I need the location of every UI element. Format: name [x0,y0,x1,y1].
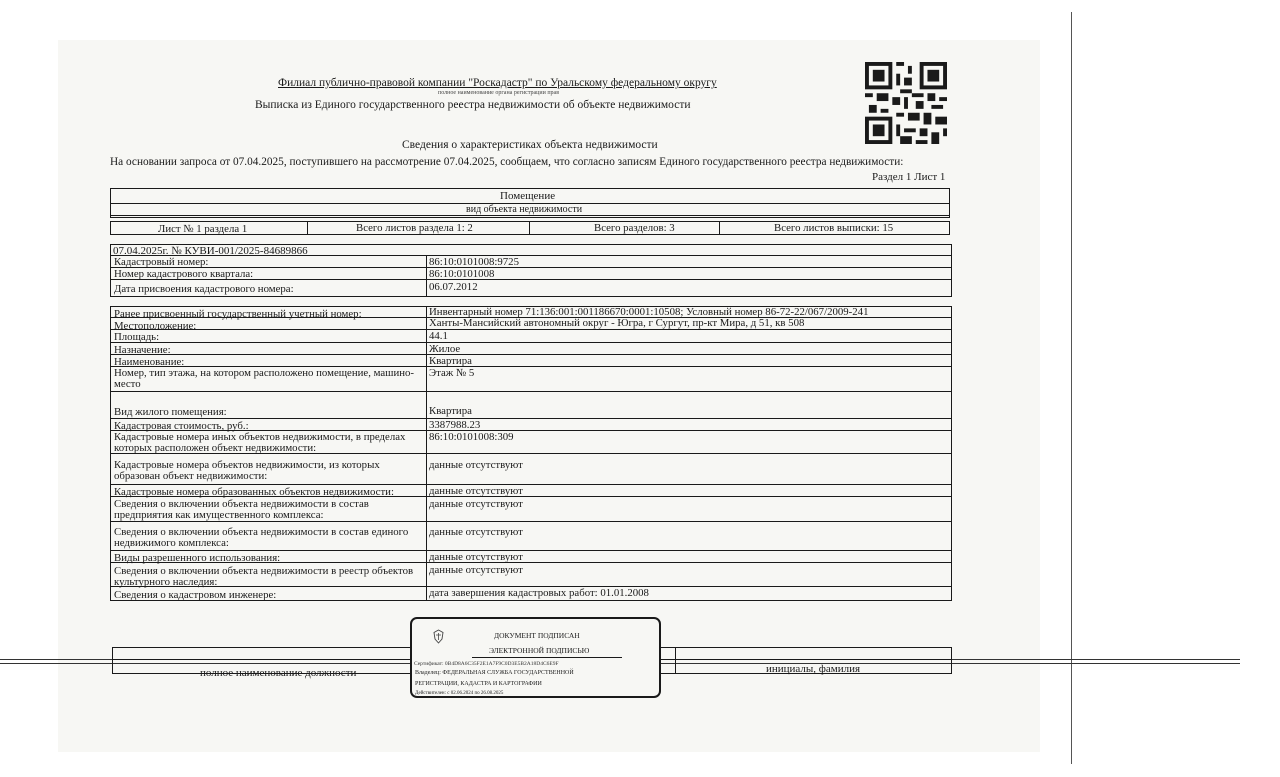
area-value: 44.1 [429,330,448,342]
table-row: Номер кадастрового квартала: 86:10:0101008 [110,268,952,280]
sections-count: Всего разделов: 3 [594,222,675,234]
signature-position-label: полное наименование должности [200,667,357,679]
table-row: Сведения о включении объекта недвижимости в состав предприятия как имущественного комплекса: данные отсутствуют [110,497,952,522]
page-edge-line [1071,12,1072,764]
stamp-validity: Действителен: с 02.06.2024 по 26.08.2025 [415,691,504,696]
qr-code-icon [864,62,948,144]
table-row: Сведения о включении объекта недвижимости в состав единого недвижимого комплекса: данные отсутствуют [110,522,952,551]
cadastral-value: 3387988.23 [429,419,481,431]
table-row: Назначение: Жилое [110,343,952,355]
table-row: Наименование: Квартира [110,355,952,367]
record-date-number: 07.04.2025г. № КУВИ-001/2025-84689866 [113,245,308,257]
agency-caption: полное наименование органа регистрации прав [438,90,560,96]
table-row: Площадь: 44.1 [110,330,952,343]
table-row: Кадастровые номера иных объектов недвижимости, в пределах которых расположен объект недвижимости: 86:10:0101008:309 [110,431,952,454]
document-title: Выписка из Единого государственного реестра недвижимости об объекте недвижимости [255,99,691,111]
record-header-row [110,244,952,256]
cadastral-number: 86:10:0101008:9725 [429,256,519,268]
request-text: На основании запроса от 07.04.2025, поступившего на рассмотрение 07.04.2025, сообщаем, что согласно записям Единого государственного реестра недвижимости: [110,156,904,168]
table-row: Кадастровые номера образованных объектов недвижимости: данные отсутствуют [110,485,952,497]
electronic-signature-stamp [410,617,661,698]
sheet-number: Лист № 1 раздела 1 [158,223,248,235]
table-row: Вид жилого помещения: Квартира [110,392,952,419]
table-row: Сведения о включении объекта недвижимости в реестр объектов культурного наследия: данные отсутствуют [110,563,952,587]
table-row: Местоположение: Ханты-Мансийский автономный округ - Югра, г Сургут, пр-кт Мира, д 51, кв 508 [110,318,952,330]
location-value: Ханты-Мансийский автономный округ - Югра, г Сургут, пр-кт Мира, д 51, кв 508 [429,317,805,329]
table-row: Кадастровые номера объектов недвижимости, из которых образован объект недвижимости: данные отсутствуют [110,454,952,485]
table-row: Кадастровый номер: 86:10:0101008:9725 [110,256,952,268]
stamp-owner: Владелец: ФЕДЕРАЛЬНАЯ СЛУЖБА ГОСУДАРСТВЕННОЙ [415,670,574,676]
stamp-line-2: ЭЛЕКТРОННОЙ ПОДПИСЬЮ [489,646,590,655]
table-row: Сведения о кадастровом инженере: дата завершения кадастровых работ: 01.01.2008 [110,587,952,601]
stamp-owner-cont: РЕГИСТРАЦИИ, КАДАСТРА И КАРТОГРАФИИ [415,681,542,687]
table-row: Номер, тип этажа, на котором расположено помещение, машино-место Этаж № 5 [110,367,952,392]
stamp-certificate: Сертификат: 0B4D8A6C35F2E1A7F9C0D3E5B2A18D4C6E9F [414,661,559,667]
signature-name-label: инициалы, фамилия [766,663,861,675]
object-type-caption: вид объекта недвижимости [466,204,583,215]
table-row: Виды разрешенного использования: данные отсутствуют [110,551,952,563]
table-row: Кадастровая стоимость, руб.: 3387988.23 [110,419,952,431]
section-sheets-count: Всего листов раздела 1: 2 [356,222,473,234]
object-type: Помещение [500,190,556,202]
emblem-icon [432,629,445,644]
agency-name: Филиал публично-правовой компании "Роскадастр" по Уральскому федеральному округу [278,77,717,89]
section-reference: Раздел 1 Лист 1 [872,171,946,183]
info-title: Сведения о характеристиках объекта недвижимости [402,139,658,151]
stamp-line-1: ДОКУМЕНТ ПОДПИСАН [494,631,580,640]
sheets-count: Всего листов выписки: 15 [774,222,894,234]
table-row: Ранее присвоенный государственный учетный номер: Инвентарный номер 71:136:001:001186670:0001:10508; Условный номер 86-72-22/067/2009-241 [110,306,952,318]
table-row: Дата присвоения кадастрового номера: 06.07.2012 [110,280,952,297]
